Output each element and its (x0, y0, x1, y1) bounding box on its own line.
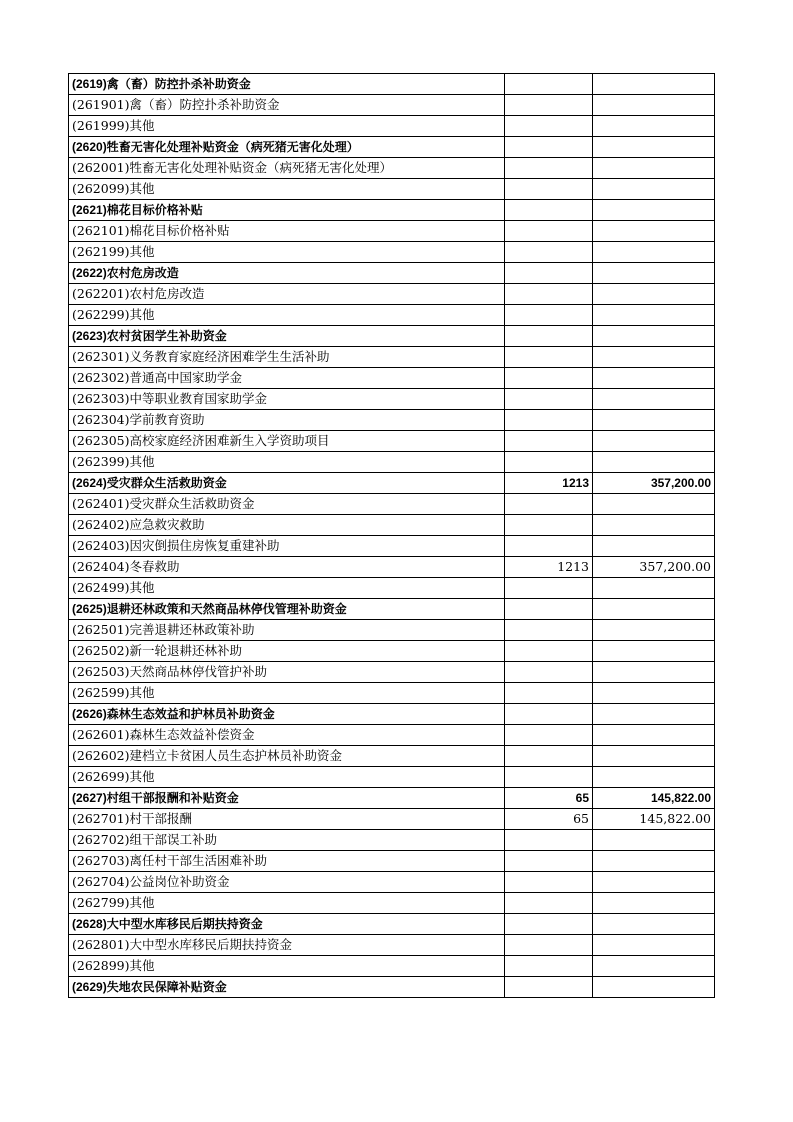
row-amount-cell[interactable] (593, 746, 715, 767)
row-count-cell[interactable] (505, 872, 593, 893)
row-amount-cell[interactable] (593, 935, 715, 956)
row-amount-cell[interactable] (593, 620, 715, 641)
row-label-cell[interactable]: (262302)普通高中国家助学金 (69, 368, 505, 389)
row-label-cell[interactable]: (262602)建档立卡贫困人员生态护林员补助资金 (69, 746, 505, 767)
item-row (69, 725, 715, 746)
row-label-cell[interactable]: (262702)组干部误工补助 (69, 830, 505, 851)
row-amount-cell[interactable] (593, 74, 715, 95)
row-label-cell[interactable]: (261901)禽（畜）防控扑杀补助资金 (69, 95, 505, 116)
item-row (69, 557, 715, 578)
row-label-cell[interactable]: (262305)高校家庭经济困难新生入学资助项目 (69, 431, 505, 452)
row-label-cell[interactable]: (262899)其他 (69, 956, 505, 977)
item-row (69, 389, 715, 410)
row-label-cell[interactable]: (262303)中等职业教育国家助学金 (69, 389, 505, 410)
row-count-cell[interactable] (505, 137, 593, 158)
item-row (69, 767, 715, 788)
row-amount-cell[interactable]: 357,200.00 (593, 557, 715, 578)
row-count-cell[interactable] (505, 116, 593, 137)
row-label-cell[interactable]: (262799)其他 (69, 893, 505, 914)
row-amount-cell[interactable] (593, 284, 715, 305)
row-amount-cell[interactable] (593, 914, 715, 935)
row-count-cell[interactable] (505, 452, 593, 473)
row-label-cell[interactable]: (262401)受灾群众生活救助资金 (69, 494, 505, 515)
row-count-cell[interactable]: 1213 (505, 557, 593, 578)
row-count-cell[interactable] (505, 95, 593, 116)
row-count-cell[interactable] (505, 158, 593, 179)
row-label-cell[interactable]: (262304)学前教育资助 (69, 410, 505, 431)
category-row (69, 137, 715, 158)
row-label-cell[interactable]: (262502)新一轮退耕还林补助 (69, 641, 505, 662)
item-row (69, 851, 715, 872)
row-label-cell[interactable]: (262399)其他 (69, 452, 505, 473)
row-count-cell[interactable] (505, 200, 593, 221)
row-amount-cell[interactable] (593, 410, 715, 431)
category-row (69, 914, 715, 935)
row-label-cell[interactable]: (262601)森林生态效益补偿资金 (69, 725, 505, 746)
category-row (69, 263, 715, 284)
row-amount-cell[interactable] (593, 494, 715, 515)
row-count-cell[interactable]: 1213 (505, 473, 593, 494)
row-count-cell[interactable] (505, 74, 593, 95)
row-count-cell[interactable] (505, 746, 593, 767)
row-count-cell[interactable] (505, 284, 593, 305)
row-count-cell[interactable] (505, 956, 593, 977)
row-label-cell[interactable]: (2620)牲畜无害化处理补贴资金（病死猪无害化处理） (69, 137, 505, 158)
row-count-cell[interactable] (505, 830, 593, 851)
row-label-cell[interactable]: (262599)其他 (69, 683, 505, 704)
row-count-cell[interactable] (505, 536, 593, 557)
row-count-cell[interactable]: 65 (505, 809, 593, 830)
item-row (69, 116, 715, 137)
item-row (69, 935, 715, 956)
row-label-cell[interactable]: (262801)大中型水库移民后期扶持资金 (69, 935, 505, 956)
row-label-cell[interactable]: (262501)完善退耕还林政策补助 (69, 620, 505, 641)
row-amount-cell[interactable] (593, 179, 715, 200)
row-count-cell[interactable] (505, 662, 593, 683)
row-label-cell[interactable]: (262099)其他 (69, 179, 505, 200)
row-amount-cell[interactable] (593, 704, 715, 725)
item-row (69, 872, 715, 893)
row-count-cell[interactable] (505, 914, 593, 935)
row-label-cell[interactable]: (2623)农村贫困学生补助资金 (69, 326, 505, 347)
row-amount-cell[interactable] (593, 347, 715, 368)
row-amount-cell[interactable] (593, 137, 715, 158)
item-row (69, 809, 715, 830)
item-row (69, 746, 715, 767)
row-label-cell[interactable]: (2629)失地农民保障补贴资金 (69, 977, 505, 998)
category-row (69, 788, 715, 809)
row-label-cell[interactable]: (2627)村组干部报酬和补贴资金 (69, 788, 505, 809)
row-count-cell[interactable] (505, 935, 593, 956)
item-row (69, 95, 715, 116)
row-label-cell[interactable]: (262703)离任村干部生活困难补助 (69, 851, 505, 872)
item-row (69, 368, 715, 389)
row-amount-cell[interactable] (593, 767, 715, 788)
row-amount-cell[interactable] (593, 221, 715, 242)
row-label-cell[interactable]: (2624)受灾群众生活救助资金 (69, 473, 505, 494)
item-row (69, 515, 715, 536)
item-row (69, 452, 715, 473)
item-row (69, 578, 715, 599)
row-label-cell[interactable]: (2619)禽（畜）防控扑杀补助资金 (69, 74, 505, 95)
category-row (69, 704, 715, 725)
row-label-cell[interactable]: (262199)其他 (69, 242, 505, 263)
item-row (69, 641, 715, 662)
row-count-cell[interactable] (505, 641, 593, 662)
row-count-cell[interactable] (505, 725, 593, 746)
row-count-cell[interactable] (505, 893, 593, 914)
row-label-cell[interactable]: (262299)其他 (69, 305, 505, 326)
row-count-cell[interactable] (505, 179, 593, 200)
item-row (69, 536, 715, 557)
row-amount-cell[interactable] (593, 326, 715, 347)
row-label-cell[interactable]: (262699)其他 (69, 767, 505, 788)
item-row (69, 179, 715, 200)
row-count-cell[interactable] (505, 305, 593, 326)
row-amount-cell[interactable] (593, 263, 715, 284)
row-amount-cell[interactable] (593, 662, 715, 683)
row-count-cell[interactable] (505, 599, 593, 620)
row-amount-cell[interactable] (593, 515, 715, 536)
row-amount-cell[interactable] (593, 368, 715, 389)
row-count-cell[interactable] (505, 704, 593, 725)
item-row (69, 221, 715, 242)
subsidy-table (68, 73, 715, 998)
row-label-cell[interactable]: (2626)森林生态效益和护林员补助资金 (69, 704, 505, 725)
row-amount-cell[interactable] (593, 641, 715, 662)
row-label-cell[interactable]: (262101)棉花目标价格补贴 (69, 221, 505, 242)
row-count-cell[interactable] (505, 389, 593, 410)
category-row (69, 326, 715, 347)
category-row (69, 599, 715, 620)
category-row (69, 200, 715, 221)
row-label-cell[interactable]: (262704)公益岗位补助资金 (69, 872, 505, 893)
row-label-cell[interactable]: (262403)因灾倒损住房恢复重建补助 (69, 536, 505, 557)
row-amount-cell[interactable] (593, 578, 715, 599)
row-amount-cell[interactable] (593, 200, 715, 221)
item-row (69, 662, 715, 683)
item-row (69, 620, 715, 641)
row-count-cell[interactable] (505, 431, 593, 452)
row-amount-cell[interactable] (593, 851, 715, 872)
row-label-cell[interactable]: (262404)冬春救助 (69, 557, 505, 578)
row-label-cell[interactable]: (2625)退耕还林政策和天然商品林停伐管理补助资金 (69, 599, 505, 620)
row-count-cell[interactable] (505, 263, 593, 284)
row-amount-cell[interactable] (593, 872, 715, 893)
row-count-cell[interactable] (505, 578, 593, 599)
row-amount-cell[interactable] (593, 389, 715, 410)
row-count-cell[interactable]: 65 (505, 788, 593, 809)
item-row (69, 284, 715, 305)
row-label-cell[interactable]: (262001)牲畜无害化处理补贴资金（病死猪无害化处理） (69, 158, 505, 179)
item-row (69, 893, 715, 914)
item-row (69, 956, 715, 977)
row-label-cell[interactable]: (262701)村干部报酬 (69, 809, 505, 830)
row-amount-cell[interactable] (593, 977, 715, 998)
row-count-cell[interactable] (505, 347, 593, 368)
row-label-cell[interactable]: (2622)农村危房改造 (69, 263, 505, 284)
row-amount-cell[interactable] (593, 95, 715, 116)
row-count-cell[interactable] (505, 683, 593, 704)
row-amount-cell[interactable]: 145,822.00 (593, 809, 715, 830)
row-count-cell[interactable] (505, 767, 593, 788)
row-label-cell[interactable]: (2621)棉花目标价格补贴 (69, 200, 505, 221)
row-count-cell[interactable] (505, 410, 593, 431)
item-row (69, 305, 715, 326)
item-row (69, 830, 715, 851)
row-label-cell[interactable]: (261999)其他 (69, 116, 505, 137)
row-count-cell[interactable] (505, 221, 593, 242)
category-row (69, 977, 715, 998)
row-amount-cell[interactable] (593, 452, 715, 473)
row-amount-cell[interactable] (593, 893, 715, 914)
row-label-cell[interactable]: (262503)天然商品林停伐管护补助 (69, 662, 505, 683)
category-row (69, 74, 715, 95)
item-row (69, 410, 715, 431)
subsidy-table-body (69, 74, 715, 998)
row-amount-cell[interactable] (593, 725, 715, 746)
row-amount-cell[interactable] (593, 830, 715, 851)
row-amount-cell[interactable] (593, 305, 715, 326)
row-amount-cell[interactable] (593, 956, 715, 977)
row-count-cell[interactable] (505, 368, 593, 389)
item-row (69, 347, 715, 368)
row-label-cell[interactable]: (262402)应急救灾救助 (69, 515, 505, 536)
row-label-cell[interactable]: (262201)农村危房改造 (69, 284, 505, 305)
category-row (69, 473, 715, 494)
row-amount-cell[interactable] (593, 599, 715, 620)
row-amount-cell[interactable] (593, 116, 715, 137)
row-amount-cell[interactable] (593, 536, 715, 557)
row-amount-cell[interactable] (593, 431, 715, 452)
row-count-cell[interactable] (505, 851, 593, 872)
item-row (69, 431, 715, 452)
item-row (69, 683, 715, 704)
row-count-cell[interactable] (505, 242, 593, 263)
row-label-cell[interactable]: (2628)大中型水库移民后期扶持资金 (69, 914, 505, 935)
row-count-cell[interactable] (505, 620, 593, 641)
row-count-cell[interactable] (505, 977, 593, 998)
row-amount-cell[interactable] (593, 683, 715, 704)
row-label-cell[interactable]: (262301)义务教育家庭经济困难学生生活补助 (69, 347, 505, 368)
row-amount-cell[interactable]: 145,822.00 (593, 788, 715, 809)
row-label-cell[interactable]: (262499)其他 (69, 578, 505, 599)
row-count-cell[interactable] (505, 326, 593, 347)
item-row (69, 242, 715, 263)
row-count-cell[interactable] (505, 494, 593, 515)
row-count-cell[interactable] (505, 515, 593, 536)
item-row (69, 494, 715, 515)
item-row (69, 158, 715, 179)
row-amount-cell[interactable] (593, 158, 715, 179)
row-amount-cell[interactable] (593, 242, 715, 263)
row-amount-cell[interactable]: 357,200.00 (593, 473, 715, 494)
